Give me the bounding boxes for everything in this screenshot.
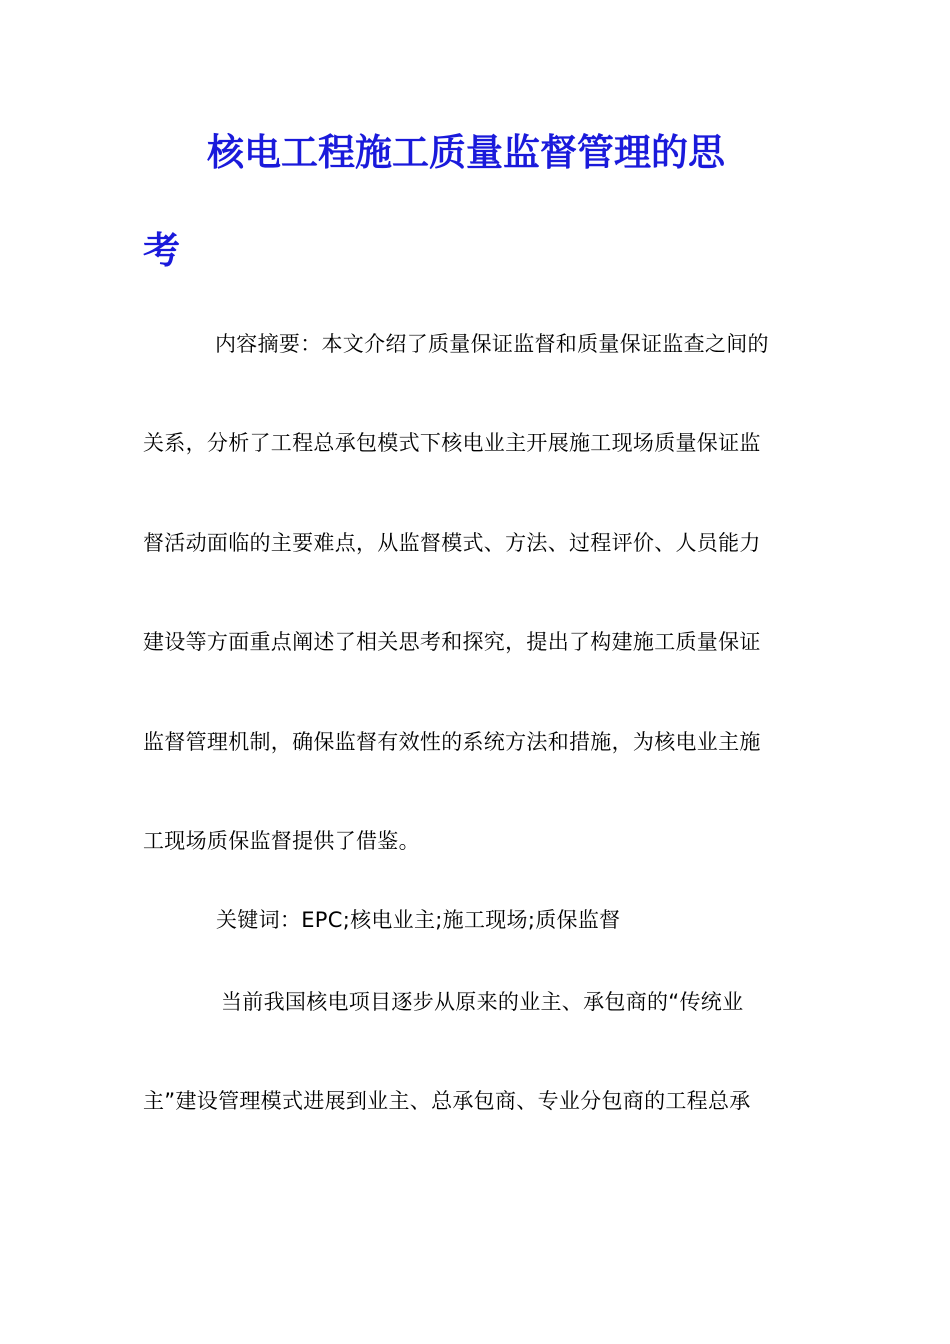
keywords-line: 关键词：EPC;核电业主;施工现场;质保监督 <box>216 908 621 932</box>
abstract-line-3: 督活动面临的主要难点，从监督模式、方法、过程评价、人员能力 <box>143 531 761 555</box>
document-title-line-2: 考 <box>143 228 180 272</box>
abstract-line-5: 监督管理机制，确保监督有效性的系统方法和措施，为核电业主施 <box>143 730 761 754</box>
abstract-line-2: 关系，分析了工程总承包模式下核电业主开展施工现场质量保证监 <box>143 431 761 455</box>
body-line-1: 当前我国核电项目逐步从原来的业主、承包商的“传统业 <box>221 990 744 1014</box>
document-title-line-1: 核电工程施工质量监督管理的思 <box>207 130 725 174</box>
abstract-line-6: 工现场质保监督提供了借鉴。 <box>143 829 420 853</box>
abstract-line-1: 内容摘要：本文介绍了质量保证监督和质量保证监查之间的 <box>215 332 769 356</box>
abstract-line-4: 建设等方面重点阐述了相关思考和探究，提出了构建施工质量保证 <box>143 630 761 654</box>
body-line-2: 主”建设管理模式进展到业主、总承包商、专业分包商的工程总承 <box>143 1089 751 1113</box>
